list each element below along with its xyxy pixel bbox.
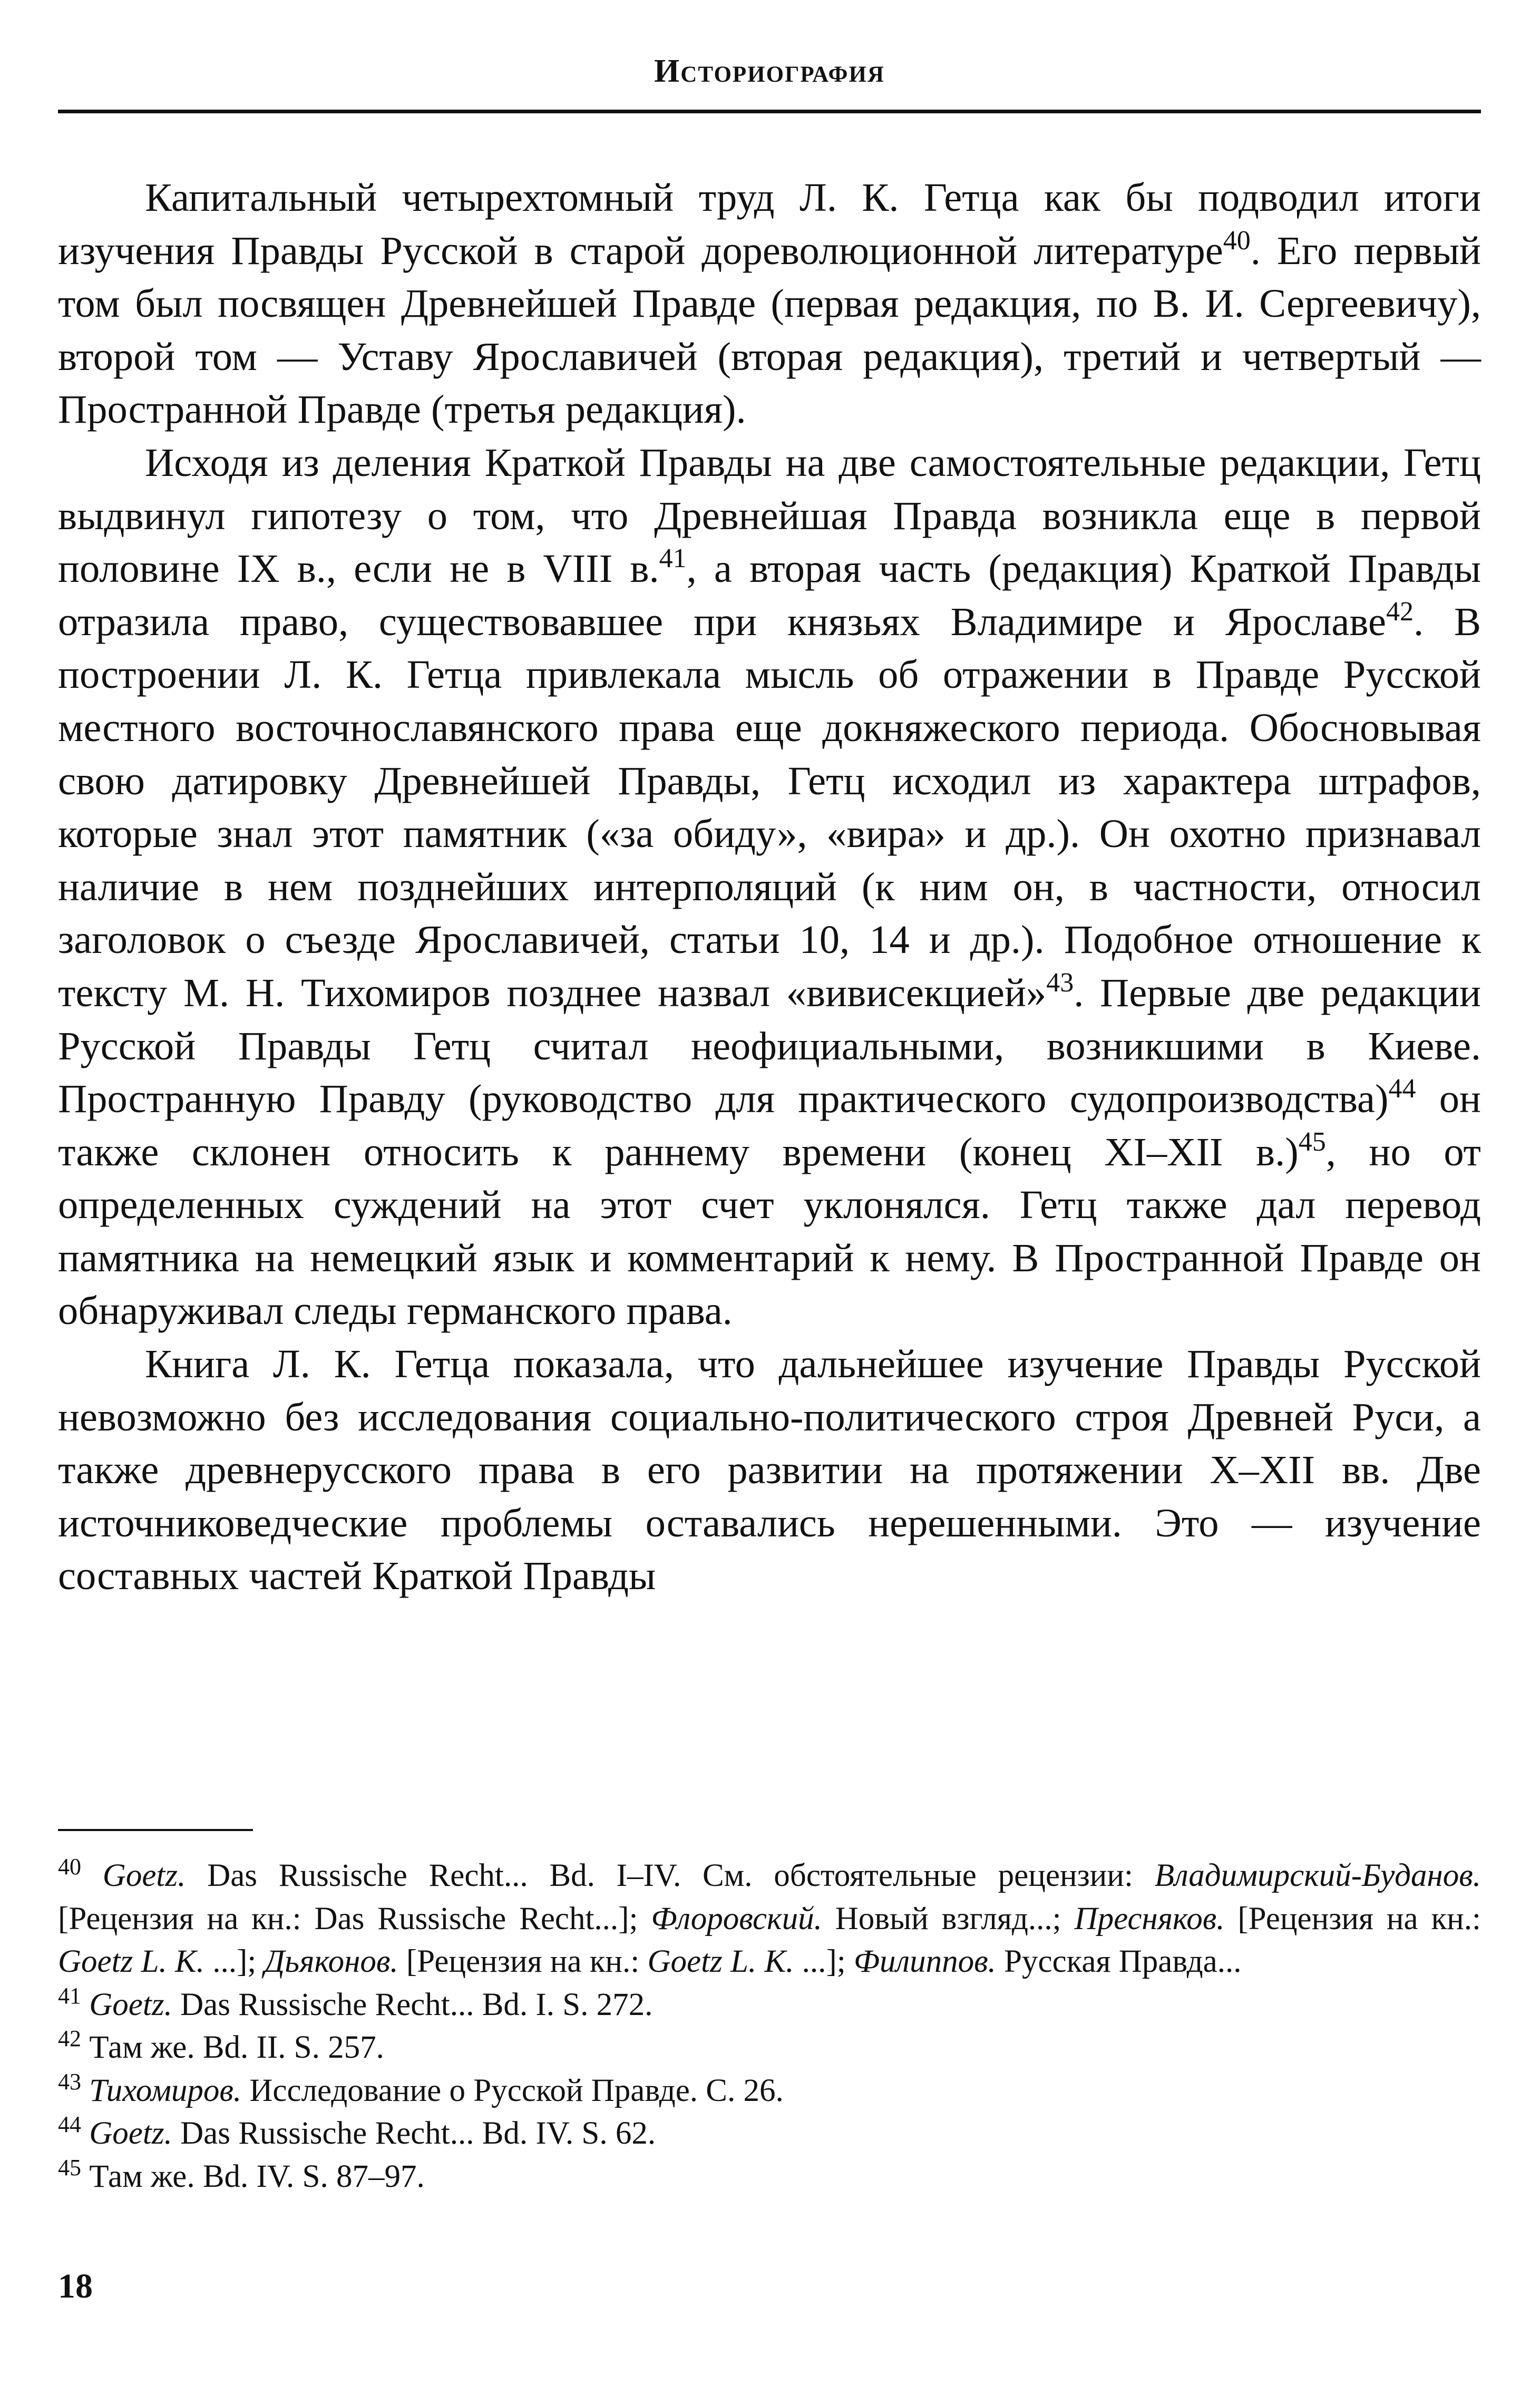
text-segment: Исследование о Русской Правде. С. 26. bbox=[241, 2072, 784, 2108]
text-segment: Там же. Bd. II. S. 257. bbox=[89, 2030, 384, 2065]
book-page bbox=[58, 21, 1481, 2382]
text-segment: . Его первый том был посвящен Древнейшей Правде (первая редакция, по В. И. Сергеевичу), второй том — Уставу Ярославичей (вторая редакция), третий и четвертый — Пространной Правде (третья редакция). bbox=[58, 228, 1481, 432]
page-number: 18 bbox=[58, 2267, 93, 2305]
text-segment: . В построении Л. К. Гетца привлекала мысль об отражении в Правде Русской местного восточнославянского права еще докняжеского периода. Обосновывая свою датировку Древнейшей Правды, Гетц исходил из характера штрафов, которые знал этот памятник («за обиду», «вира» и др.). Он охотно признавал наличие в нем позднейших интерполяций (к ним он, в частности, относил заголовок о съезде Ярославичей, статьи 10, 14 и др.). Подобное отношение к тексту М. Н. Тихомиров позднее назвал «вивисекцией» bbox=[58, 599, 1481, 1015]
text-segment: он также склонен относить к раннему времени (конец XI–XII в.) bbox=[58, 1076, 1481, 1174]
footnote-ref: 45 bbox=[1298, 1126, 1326, 1157]
footnote-ref: 41 bbox=[659, 543, 687, 574]
text-segment: . Первые две редакции Русской Правды Гетц считал неофициальными, возникшими в Киеве. Пространную Правду (руководство для практического судопроизводства) bbox=[58, 970, 1481, 1122]
footnote-number: 42 bbox=[58, 2026, 81, 2051]
footnote-number: 43 bbox=[58, 2068, 81, 2095]
footnote-number: 40 bbox=[58, 1854, 81, 1880]
author: Goetz L. K. bbox=[647, 1944, 794, 1979]
footnote bbox=[58, 2069, 1481, 2113]
author: Goetz. bbox=[89, 1987, 172, 2022]
footnote bbox=[58, 2112, 1481, 2155]
author: Goetz. bbox=[89, 2116, 172, 2151]
text-segment: Капитальный четырехтомный труд Л. К. Гетца как бы подводил итоги изучения Правды Русской в старой дореволюционной литературе bbox=[58, 175, 1481, 273]
text-segment: Исходя из деления Краткой Правды на две самостоятельные редакции, Гетц выдвинул гипотезу о том, что Древнейшая Правда возникла еще в первой половине IX в., если не в VIII в. bbox=[58, 440, 1481, 591]
footnote-number: 45 bbox=[58, 2154, 81, 2181]
running-header: Историография bbox=[654, 53, 885, 89]
text-segment: , а вторая часть (редакция) Краткой Правды отразила право, существовавшее при князьях Владимире и Ярославе bbox=[58, 546, 1481, 644]
footnote-ref: 40 bbox=[1223, 225, 1251, 256]
text-segment: [Рецензия на кн.: bbox=[1224, 1901, 1481, 1936]
text-segment: [Рецензия на кн.: bbox=[398, 1944, 648, 1979]
author: Филиппов. bbox=[853, 1944, 996, 1979]
text-segment: Книга Л. К. Гетца показала, что дальнейшее изучение Правды Русской невозможно без исследования социально-политического строя Древней Руси, а также древнерусского права в его развитии на протяжении X–XII вв. Две источниковедческие проблемы оставались нерешенными. Это — изучение составных частей Краткой Правды bbox=[58, 1341, 1481, 1599]
author: Тихомиров. bbox=[89, 2072, 242, 2108]
footnote-number: 44 bbox=[58, 2111, 81, 2137]
text-segment: Das Russische Recht... Bd. I. S. 272. bbox=[172, 1987, 653, 2022]
paragraph bbox=[58, 1338, 1481, 1603]
author: Владимирский-Буданов. bbox=[1154, 1858, 1481, 1893]
author: Goetz. bbox=[102, 1858, 186, 1893]
footnote bbox=[58, 1854, 1481, 1983]
text-segment: Das Russische Recht... Bd. IV. S. 62. bbox=[172, 2116, 656, 2151]
footnote-number: 41 bbox=[58, 1982, 81, 2009]
text-segment: , но от определенных суждений на этот счет уклонялся. Гетц также дал перевод памятника на немецкий язык и комментарий к нему. В Пространной Правде он обнаруживал следы германского права. bbox=[58, 1129, 1481, 1334]
footnotes bbox=[58, 1854, 1481, 2198]
footnote-ref: 43 bbox=[1046, 967, 1074, 998]
footnote bbox=[58, 2155, 1481, 2198]
footnote bbox=[58, 2026, 1481, 2069]
footnote-separator bbox=[58, 1829, 253, 1831]
author: Goetz L. K. bbox=[58, 1944, 204, 1979]
header-rule bbox=[58, 110, 1481, 113]
main-text bbox=[58, 171, 1481, 1603]
text-segment: Русская Правда... bbox=[996, 1944, 1242, 1979]
paragraph bbox=[58, 171, 1481, 436]
footnote-ref: 44 bbox=[1388, 1074, 1416, 1104]
text-segment: Das Russische Recht... Bd. I–IV. См. обстоятельные рецензии: bbox=[186, 1858, 1155, 1893]
text-segment: ...]; bbox=[204, 1944, 265, 1979]
author: Дьяконов. bbox=[264, 1944, 398, 1979]
paragraph bbox=[58, 436, 1481, 1338]
text-segment: ...]; bbox=[794, 1944, 854, 1979]
text-segment: Там же. Bd. IV. S. 87–97. bbox=[89, 2158, 425, 2194]
text-segment: [Рецензия на кн.: Das Russische Recht...]; bbox=[58, 1901, 651, 1936]
author: Пресняков. bbox=[1074, 1901, 1225, 1936]
author: Флоровский. bbox=[651, 1901, 822, 1936]
footnote-ref: 42 bbox=[1386, 596, 1414, 627]
footnote bbox=[58, 1983, 1481, 2027]
text-segment: Новый взгляд...; bbox=[822, 1901, 1075, 1936]
